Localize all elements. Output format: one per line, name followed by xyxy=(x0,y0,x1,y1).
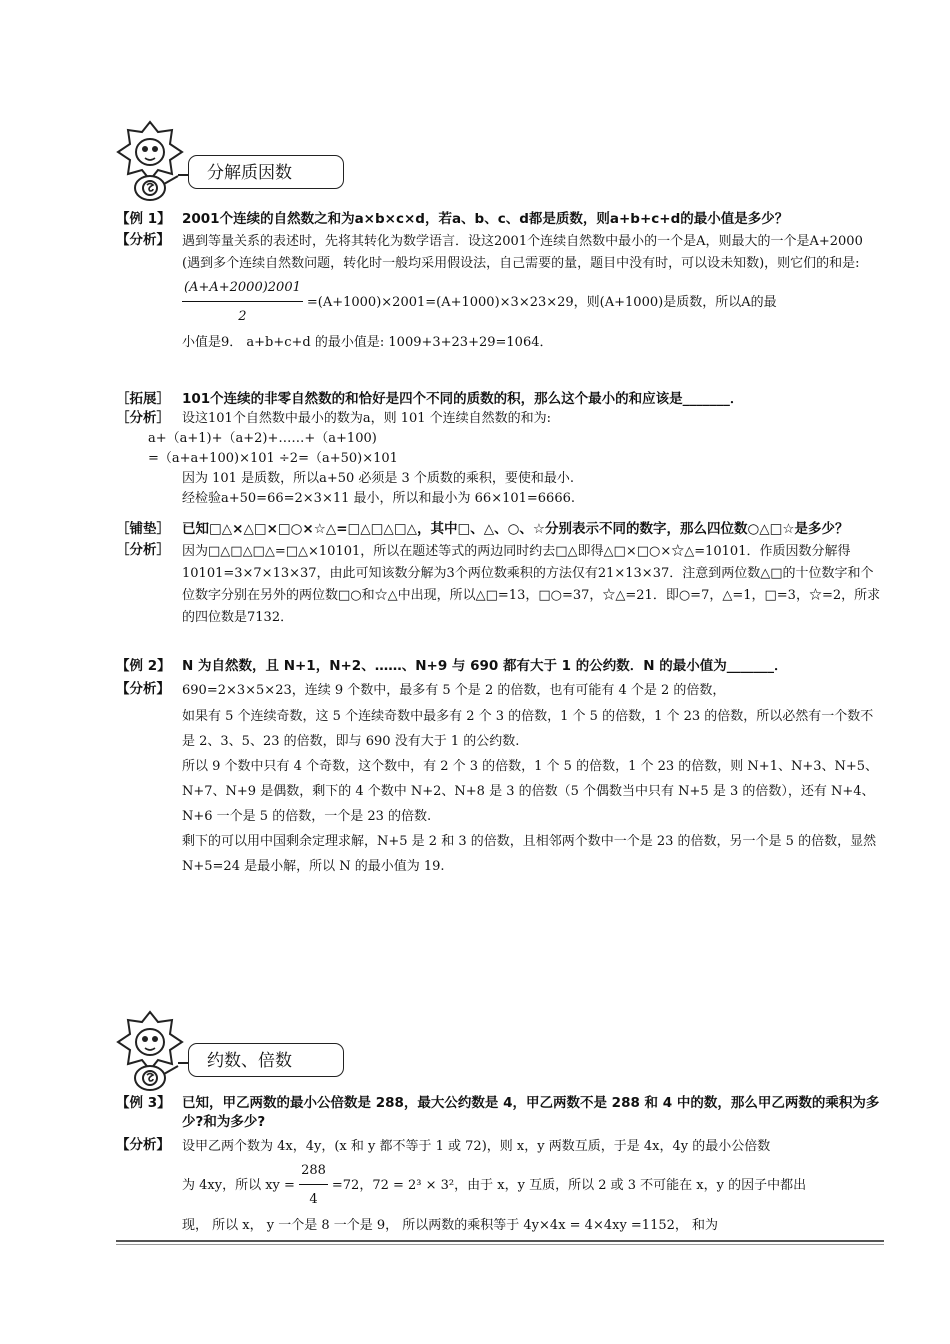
example-question: 2001个连续的自然数之和为a×b×c×d，若a、b、c、d都是质数，则a+b+c+d的最小值是多少？ xyxy=(182,211,789,227)
fraction-denominator: 4 xyxy=(309,1192,318,1207)
analysis-line: =（a+a+100)×101 ÷2=（a+50)×101 xyxy=(148,451,398,466)
analysis-line: 设甲乙两个数为 4x，4y，(x 和 y 都不等于 1 或 72)，则 x，y 两数互质，于是 4x，4y 的最小公倍数 xyxy=(182,1139,771,1154)
analysis-paragraph: 剩下的可以用中国剩余定理求解，N+5 是 2 和 3 的倍数，且相邻两个数中一个是 23 的倍数，另一个是 5 的倍数，显然 N+5=24 是最小解，所以 N 的最小值为 19. xyxy=(182,834,877,874)
analysis-label: 【分析】 xyxy=(116,681,170,697)
analysis-conclusion: 小值是9． a+b+c+d 的最小值是: 1009+3+23+29=1064． xyxy=(182,335,553,350)
preparation-question: 已知□△×△□×□○×☆△=□△□△□△，其中□、△、○、☆分别表示不同的数字，那么四位数○△□☆是多少？ xyxy=(182,521,849,537)
analysis-line: 690=2×3×5×23，连续 9 个数中，最多有 5 个是 2 的倍数，也有可能有 4 个是 2 的倍数， xyxy=(182,683,726,698)
analysis-text: 因为□△□△□△=□△×10101，所以在题述等式的两边同时约去□△即得△□×□○×☆△=10101．作质因数分解得10101=3×7×13×37，由此可知该数分解为3个两位数乘积的方法仅有21×13×37．注意到两位数△□的十位数字和个位数字分别在另外的两位数□○和☆△中出现，所以△□=13，□○=37，☆△=21．即○=7，△=1，□=3，☆=2，所求的四位数是7132． xyxy=(182,544,881,625)
fraction xyxy=(299,1160,328,1211)
formula-text: =(A+1000)×2001=(A+1000)×3×23×29，则(A+1000)是质数，所以A的最 xyxy=(306,295,777,310)
analysis-label: 【分析】 xyxy=(116,232,170,248)
footer-divider-thin xyxy=(116,1244,884,1245)
extension xyxy=(116,390,884,509)
analysis-label: 【分析】 xyxy=(116,1137,170,1153)
section-title-factorization: 分解质因数 xyxy=(188,155,344,189)
mascot-icon xyxy=(114,118,186,204)
example-3 xyxy=(116,1094,884,1237)
example-question: 已知，甲乙两数的最小公倍数是 288，最大公约数是 4，甲乙两数不是 288 和 4 中的数，那么甲乙两数的乘积为多少?和为多少? xyxy=(182,1095,880,1130)
example-label: 【例 2】 xyxy=(116,658,171,674)
analysis-paragraph: 所以 9 个数中只有 4 个奇数，这个数中，有 2 个 3 的倍数，1 个 5 的倍数，1 个 23 的倍数，则 N+1、N+3、N+5、N+7、N+9 是偶数，剩下的 4 个数中 N+2、N+8 是 3 的倍数（5 个偶数当中只有 N+5 是 3 的倍数），还有 N+4、 N+6 一个是 5 的倍数，一个是 23 的倍数. xyxy=(182,759,879,824)
example-question: N 为自然数，且 N+1，N+2、……、N+9 与 690 都有大于 1 的公约数．N 的最小值为_______． xyxy=(182,658,788,674)
example-label: 【例 1】 xyxy=(116,211,171,227)
analysis-line: 现， 所以 x， y 一个是 8 一个是 9， 所以两数的乘积等于 4y×4x = 4×4xy =1152， 和为 xyxy=(182,1218,719,1233)
extension-label: ［拓展］ xyxy=(116,391,170,407)
section-title-divisors-multiples: 约数、倍数 xyxy=(188,1043,344,1077)
example-label: 【例 3】 xyxy=(116,1095,171,1111)
analysis-line: 因为 101 是质数，所以a+50 必须是 3 个质数的乘积，要使和最小. xyxy=(182,471,575,486)
fraction xyxy=(182,277,303,328)
analysis-line: 设这101个自然数中最小的数为a，则 101 个连续自然数的和为: xyxy=(182,411,552,426)
example-1 xyxy=(116,210,884,354)
analysis-text: 遇到等量关系的表述时，先将其转化为数学语言．设这2001个连续自然数中最小的一个是A，则最大的一个是A+2000 (遇到多个连续自然数问题，转化时一般均采用假设法，自己需要的量，题目中没有时，可以设未知数)，则它们的和是: xyxy=(182,234,863,271)
fraction-numerator: 288 xyxy=(299,1160,328,1185)
formula-row xyxy=(116,277,884,328)
preparation xyxy=(116,520,884,629)
footer-divider xyxy=(116,1240,884,1242)
extension-question: 101个连续的非零自然数的和恰好是四个不同的质数的积，那么这个最小的和应该是_______． xyxy=(182,391,744,407)
analysis-line: 经检验a+50=66=2×3×11 最小，所以和最小为 66×101=6666. xyxy=(182,491,576,506)
analysis-label: ［分析］ xyxy=(116,410,170,426)
preparation-label: ［铺垫］ xyxy=(116,521,170,537)
fraction-denominator: 2 xyxy=(238,309,247,324)
formula-suffix: =72，72 = 2³ × 3²，由于 x，y 互质，所以 2 或 3 不可能在 x，y 的因子中都出 xyxy=(331,1178,807,1193)
analysis-label: ［分析］ xyxy=(116,542,170,558)
formula-prefix: 为 4xy，所以 xy = xyxy=(182,1178,295,1193)
fraction-numerator: (A+A+2000)2001 xyxy=(182,277,303,302)
mascot-icon xyxy=(114,1008,186,1094)
analysis-line: a+（a+1)+（a+2)+……+（a+100) xyxy=(148,431,377,446)
example-2 xyxy=(116,657,884,879)
analysis-paragraph: 如果有 5 个连续奇数，这 5 个连续奇数中最多有 2 个 3 的倍数，1 个 5 的倍数，1 个 23 的倍数，所以必然有一个数不是 2、3、5、23 的倍数，即与 690 没有大于 1 的公约数. xyxy=(182,709,874,749)
analysis-formula-row xyxy=(116,1160,884,1211)
